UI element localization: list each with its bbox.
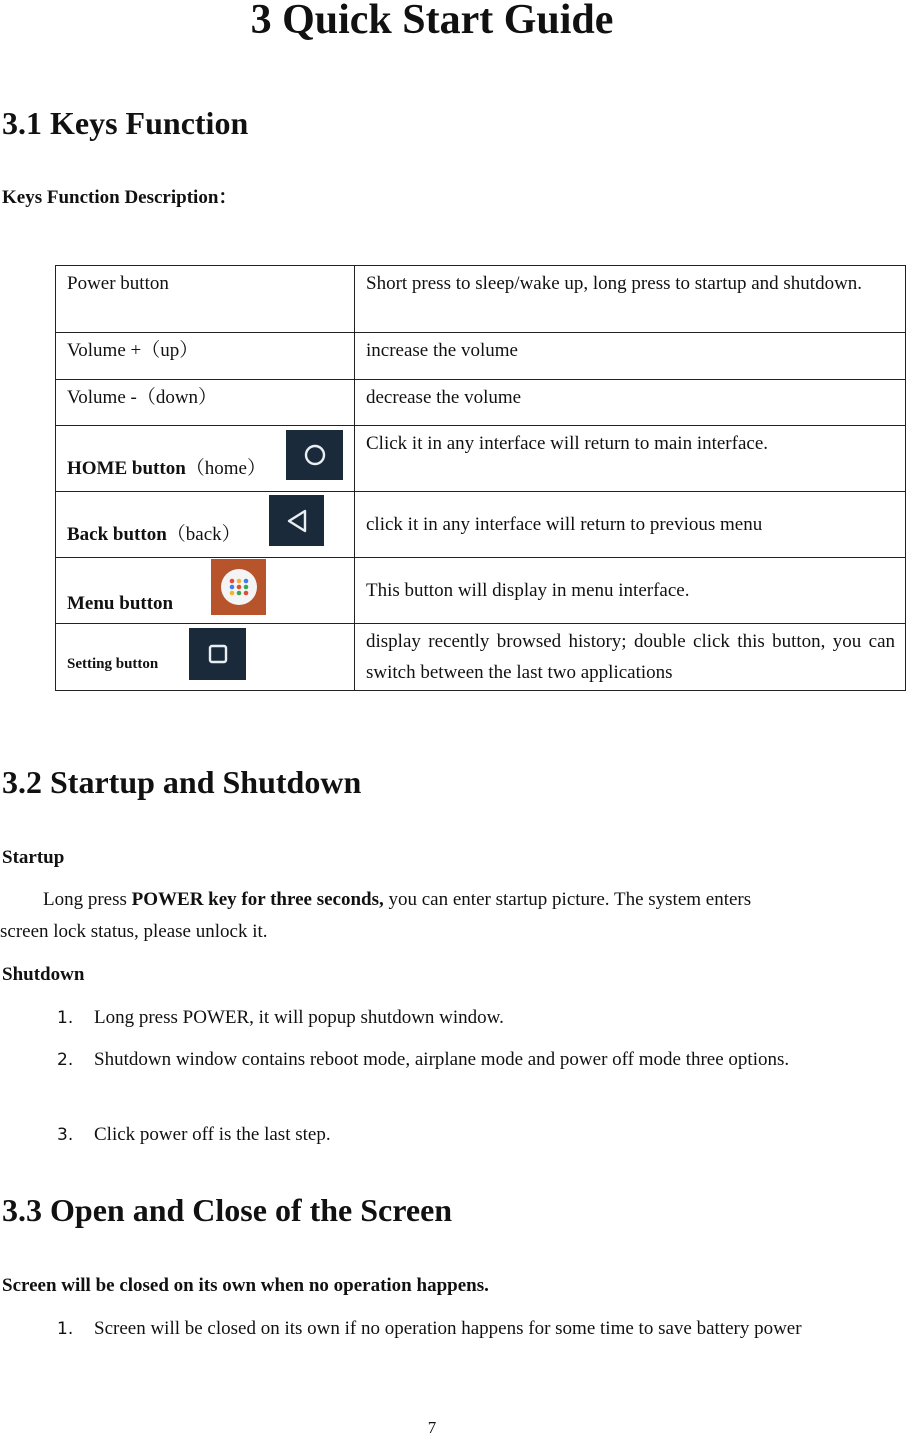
key-name-cell xyxy=(56,624,355,691)
startup-label: Startup xyxy=(2,847,65,868)
keys-function-table xyxy=(55,265,906,691)
key-name-cell: Volume -（down） xyxy=(56,380,355,426)
screen-subheading: Screen will be closed on its own when no operation happens. xyxy=(2,1275,489,1296)
back-triangle-icon xyxy=(269,495,324,546)
section-heading-screen: 3.3 Open and Close of the Screen xyxy=(2,1192,453,1228)
page-number: 7 xyxy=(427,1418,437,1437)
key-name-cell xyxy=(56,492,355,558)
key-desc-cell: click it in any interface will return to previous menu xyxy=(355,492,906,558)
table-row xyxy=(56,266,906,333)
key-desc-cell: This button will display in menu interface. xyxy=(355,558,906,624)
key-name-cell: Volume +（up） xyxy=(56,333,355,380)
startup-paragraph-line-2: screen lock status, please unlock it. xyxy=(0,921,268,942)
section-heading-keys: 3.1 Keys Function xyxy=(2,105,249,141)
list-item xyxy=(57,1002,867,1034)
table-row xyxy=(56,380,906,426)
menu-button-label: Menu button xyxy=(67,593,174,614)
list-number: 1. xyxy=(57,1319,74,1339)
list-text: Long press POWER, it will popup shutdown window. xyxy=(94,1007,504,1028)
list-item xyxy=(57,1119,867,1151)
startup-text: Long press xyxy=(43,889,132,910)
key-name-cell xyxy=(56,426,355,492)
list-text: Shutdown window contains reboot mode, airplane mode and power off mode three options. xyxy=(94,1049,790,1070)
list-item xyxy=(57,1313,867,1377)
table-row xyxy=(56,492,906,558)
section-heading-startup: 3.2 Startup and Shutdown xyxy=(2,764,362,800)
key-desc-cell: display recently browsed history; double click this button, you can switch between the last two applications xyxy=(355,624,906,691)
list-text: Click power off is the last step. xyxy=(94,1124,331,1145)
table-row xyxy=(56,624,906,691)
list-number: 1. xyxy=(57,1008,74,1028)
key-desc-cell: decrease the volume xyxy=(355,380,906,426)
home-circle-icon xyxy=(286,430,343,480)
startup-text-bold: POWER key for three seconds, xyxy=(131,889,384,910)
list-number: 3. xyxy=(57,1125,74,1145)
list-item xyxy=(57,1044,867,1108)
key-desc-cell: Click it in any interface will return to main interface. xyxy=(355,426,906,492)
key-desc-cell: increase the volume xyxy=(355,333,906,380)
setting-button-label: Setting button xyxy=(67,656,159,672)
back-button-paren: （back） xyxy=(166,524,241,545)
back-button-label: Back button xyxy=(67,524,167,545)
home-button-paren: （home） xyxy=(185,458,266,479)
page-title: 3 Quick Start Guide xyxy=(250,0,614,43)
key-name-cell: Power button xyxy=(56,266,355,333)
home-button-label: HOME button xyxy=(67,458,186,479)
startup-text-cont: you can enter startup picture. The system enters xyxy=(383,889,752,910)
menu-dots-icon xyxy=(211,559,266,615)
list-text: Screen will be closed on its own if no operation happens for some time to save battery power xyxy=(94,1318,802,1339)
key-name-cell xyxy=(56,558,355,624)
key-desc-cell: Short press to sleep/wake up, long press to startup and shutdown. xyxy=(355,266,906,333)
keys-subheading: Keys Function Description： xyxy=(2,187,238,208)
shutdown-label: Shutdown xyxy=(2,964,85,985)
startup-paragraph-line-1 xyxy=(43,884,751,916)
recent-square-icon xyxy=(189,628,246,680)
list-number: 2. xyxy=(57,1050,74,1070)
table-row xyxy=(56,558,906,624)
table-row xyxy=(56,426,906,492)
table-row xyxy=(56,333,906,380)
